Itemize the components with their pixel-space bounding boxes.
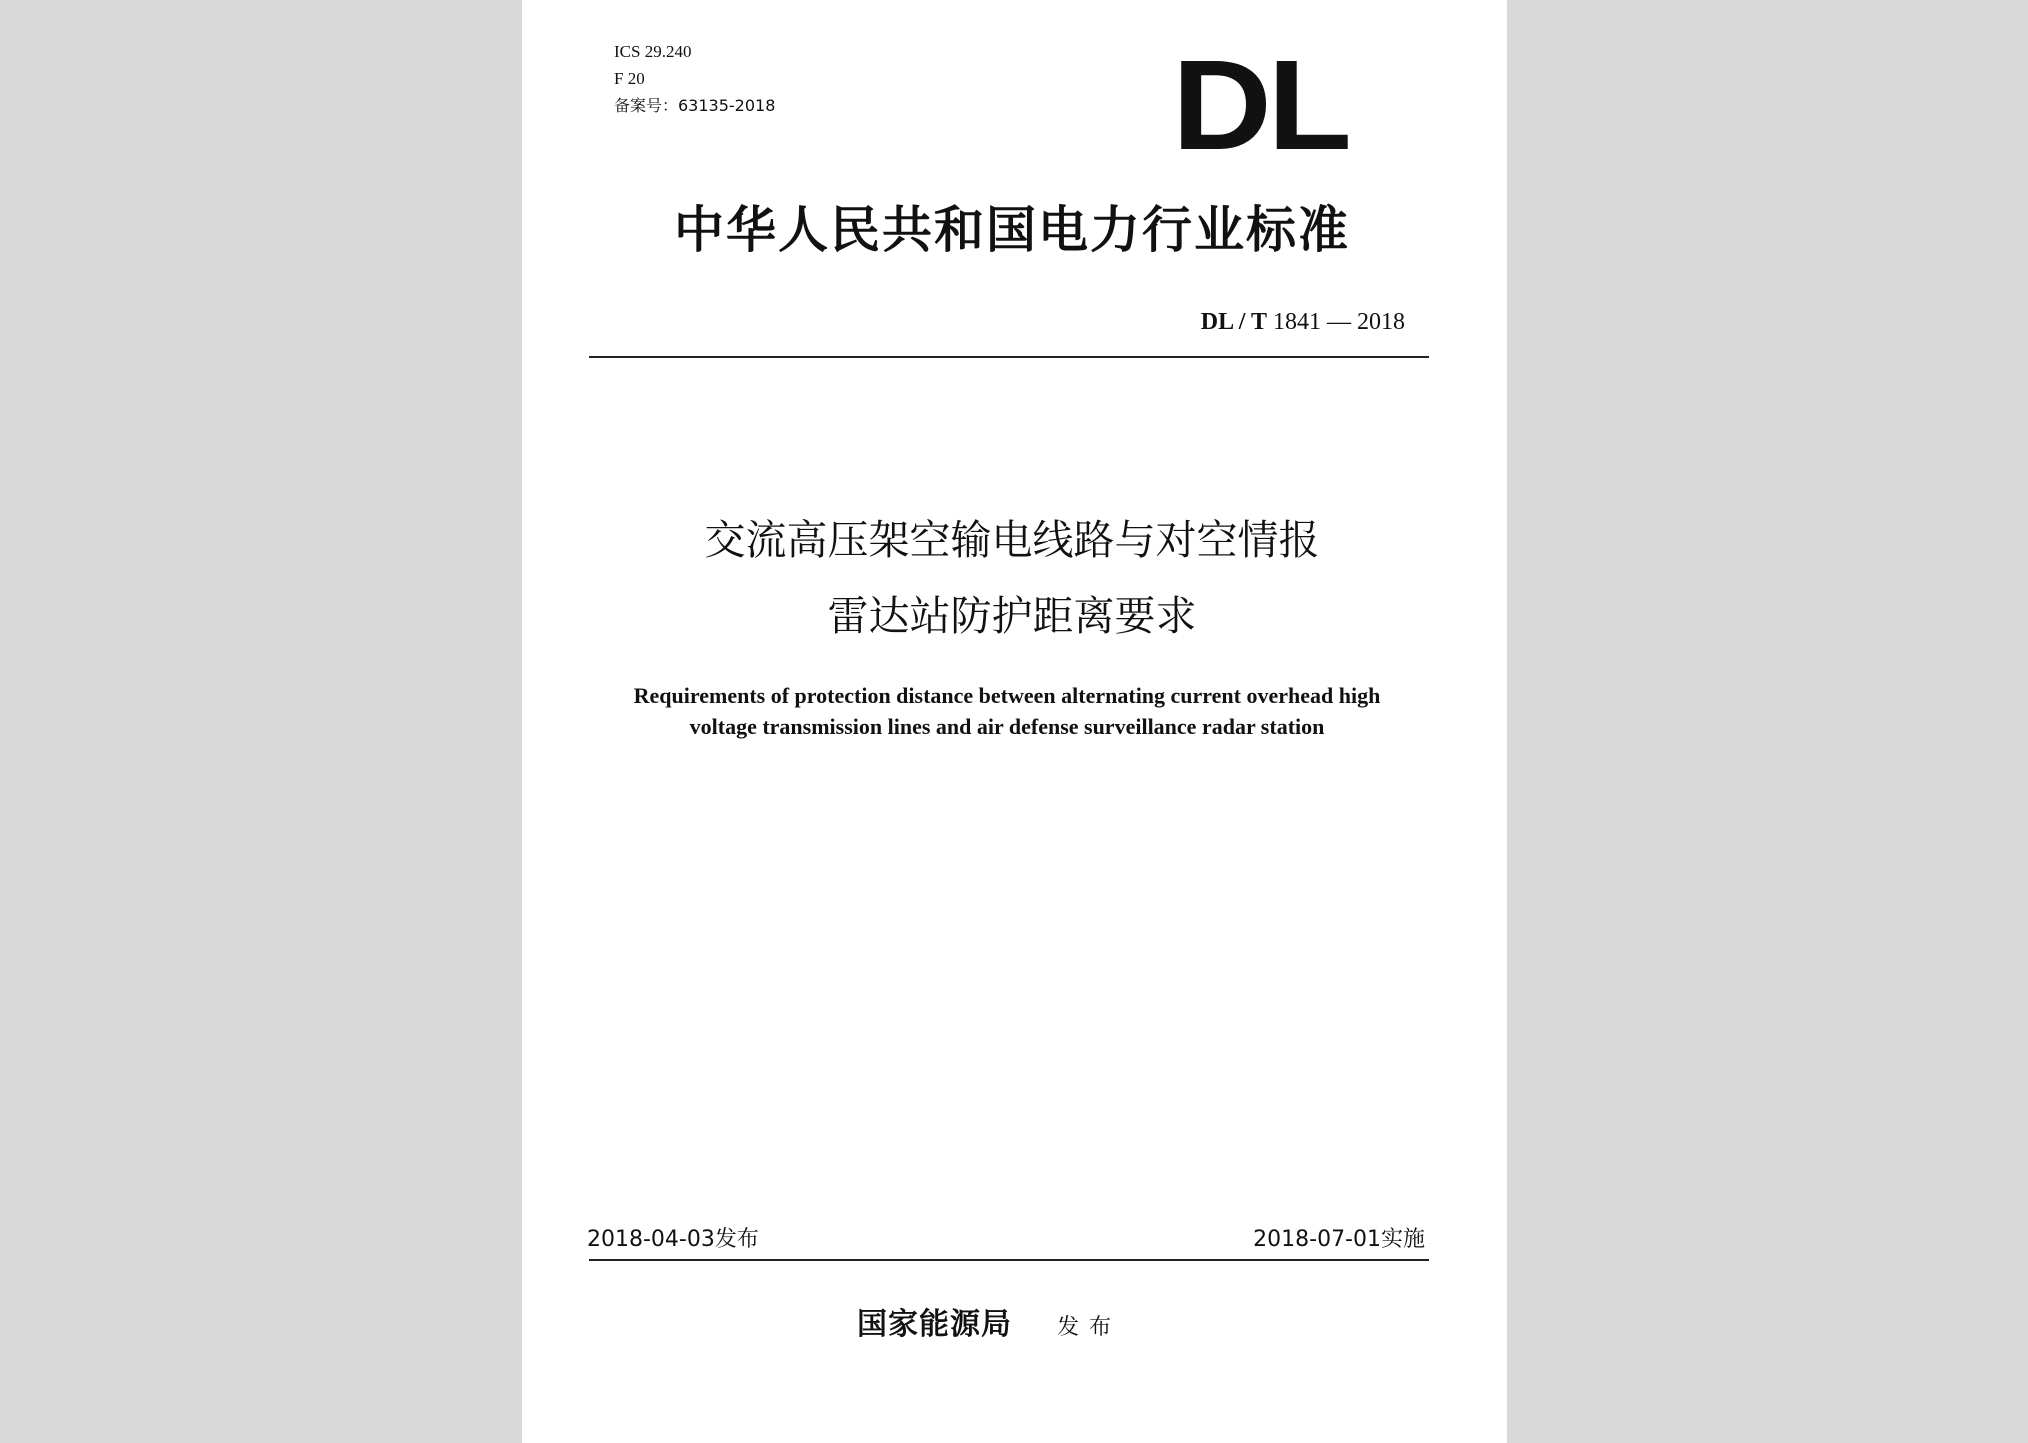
- classification-block: [614, 38, 775, 119]
- header-divider: [589, 356, 1429, 358]
- implement-date: 2018-07-01实施: [1253, 1227, 1425, 1252]
- issue-date: 2018-04-03发布: [587, 1227, 759, 1252]
- chinese-title-line-1: 交流高压架空输电线路与对空情报: [704, 516, 1320, 564]
- english-title-line-2: voltage transmission lines and air defense surveillance radar station: [689, 714, 1325, 739]
- issuer-name: 国家能源局: [857, 1307, 1012, 1342]
- standard-type-title: 中华人民共和国电力行业标准: [674, 200, 1350, 259]
- document-page: [522, 0, 1507, 1443]
- english-title-line-1: Requirements of protection distance between alternating current overhead high: [633, 683, 1381, 708]
- standard-number: [1201, 306, 1405, 338]
- standard-prefix: DL / T: [1200, 309, 1267, 335]
- issue-action: 发布: [1057, 1315, 1122, 1340]
- chinese-title-line-2: 雷达站防护距离要求: [827, 592, 1197, 640]
- class-code: F 20: [614, 69, 645, 88]
- ics-code: ICS 29.240: [614, 42, 692, 61]
- issuer-line: [857, 1303, 1121, 1350]
- english-title: [577, 680, 1437, 742]
- chinese-title: [592, 502, 1432, 654]
- footer-divider: [589, 1259, 1429, 1261]
- standard-number-value: 1841 — 2018: [1273, 309, 1405, 335]
- filing-number: 备案号：63135-2018: [614, 96, 776, 115]
- dl-logo: DL: [1172, 34, 1348, 177]
